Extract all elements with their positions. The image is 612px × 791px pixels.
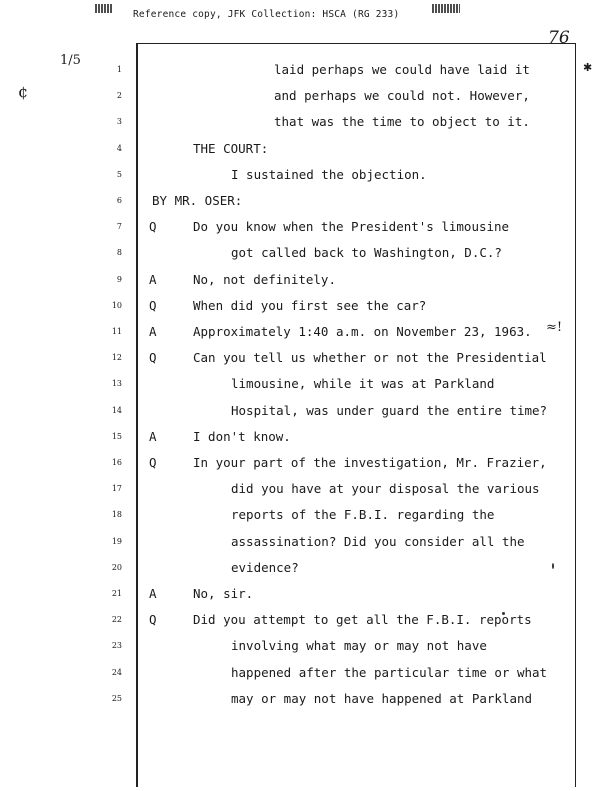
transcript-text: No, sir. [193,586,254,601]
line-number: 24 [111,667,122,677]
transcript-text: When did you first see the car? [193,297,427,313]
transcript-text: limousine, while it was at Parkland [231,376,495,392]
line-number: 14 [111,405,122,415]
page-number: 76 [548,28,570,48]
transcript-text: evidence? [231,559,299,575]
left-margin-mark: ¢ [18,82,29,101]
transcript-text: laid perhaps we could have laid it [274,62,530,77]
speaker-mark: Q [149,219,157,235]
right-margin-mark: ✱ [583,61,593,74]
line-number: 10 [111,300,122,310]
line-number: 9 [116,274,122,284]
line-number: 11 [111,327,122,336]
transcript-text: that was the time to object to it. [274,114,530,130]
transcript-text: assassination? Did you consider all the [231,533,525,549]
line-number: 17 [111,484,122,494]
line-number: 7 [116,222,122,232]
transcript-text: Can you tell us whether or not the Presidential [193,350,547,366]
transcript-text: Did you attempt to get all the F.B.I. reports [193,612,532,628]
line-number: 1 [116,65,122,74]
line-number: 20 [111,562,122,572]
transcript-text: No, not definitely. [193,271,336,287]
transcript-text: may or may not have happened at Parkland [231,690,533,706]
page-border-left [136,43,138,787]
transcript-text: THE COURT: [193,140,269,156]
header-stamp-left [95,4,113,13]
transcript-text: happened after the particular time or what [231,664,548,680]
transcript-text: did you have at your disposal the various [231,481,540,497]
transcript-text: involving what may or may not have [231,638,487,654]
line-number: 23 [111,641,122,651]
speaker-mark: A [149,324,157,339]
page-border-top [136,43,576,44]
line-number: 22 [111,615,122,625]
line-number: 18 [111,510,122,520]
transcript-text: I sustained the objection. [231,166,427,182]
page-border-right [575,43,576,787]
transcript-text: Hospital, was under guard the entire time? [231,402,548,418]
line-number: 3 [116,117,122,127]
transcript-text: BY MR. OSER: [152,193,243,208]
speaker-mark: Q [149,455,157,470]
transcript-text: got called back to Washington, D.C.? [231,245,502,261]
header-stamp-right [432,4,460,13]
transcript-text: reports of the F.B.I. regarding the [231,507,495,523]
line-number: 25 [111,693,122,703]
speaker-mark: A [149,271,157,287]
speaker-mark: Q [149,612,157,628]
transcript-text: and perhaps we could not. However, [274,88,530,104]
line-number: 8 [116,248,122,258]
line-number: 15 [111,431,122,441]
line-number: 4 [116,143,122,153]
speaker-mark: Q [149,297,157,313]
transcript-text: Approximately 1:40 a.m. on November 23, 1963. [193,324,532,339]
transcript-text: Do you know when the President's limousine [193,219,510,235]
line-number: 12 [111,353,122,363]
line-number: 16 [111,458,122,467]
transcript-text: I don't know. [193,428,291,444]
speaker-mark: Q [149,350,157,366]
line-number: 13 [111,379,122,389]
annotation-mark: ≈! [546,320,563,335]
line-number: 21 [111,589,122,598]
line-number: 19 [111,536,122,546]
transcript-text: In your part of the investigation, Mr. Frazier, [193,455,547,470]
line-number: 6 [116,196,122,205]
speaker-mark: A [149,428,157,444]
reference-header: Reference copy, JFK Collection: HSCA (RG 233) [133,9,400,20]
speaker-mark: A [149,586,157,601]
speck [552,563,554,569]
side-note: 1/5 [60,53,81,68]
line-number: 2 [116,91,122,101]
line-number: 5 [116,169,122,179]
